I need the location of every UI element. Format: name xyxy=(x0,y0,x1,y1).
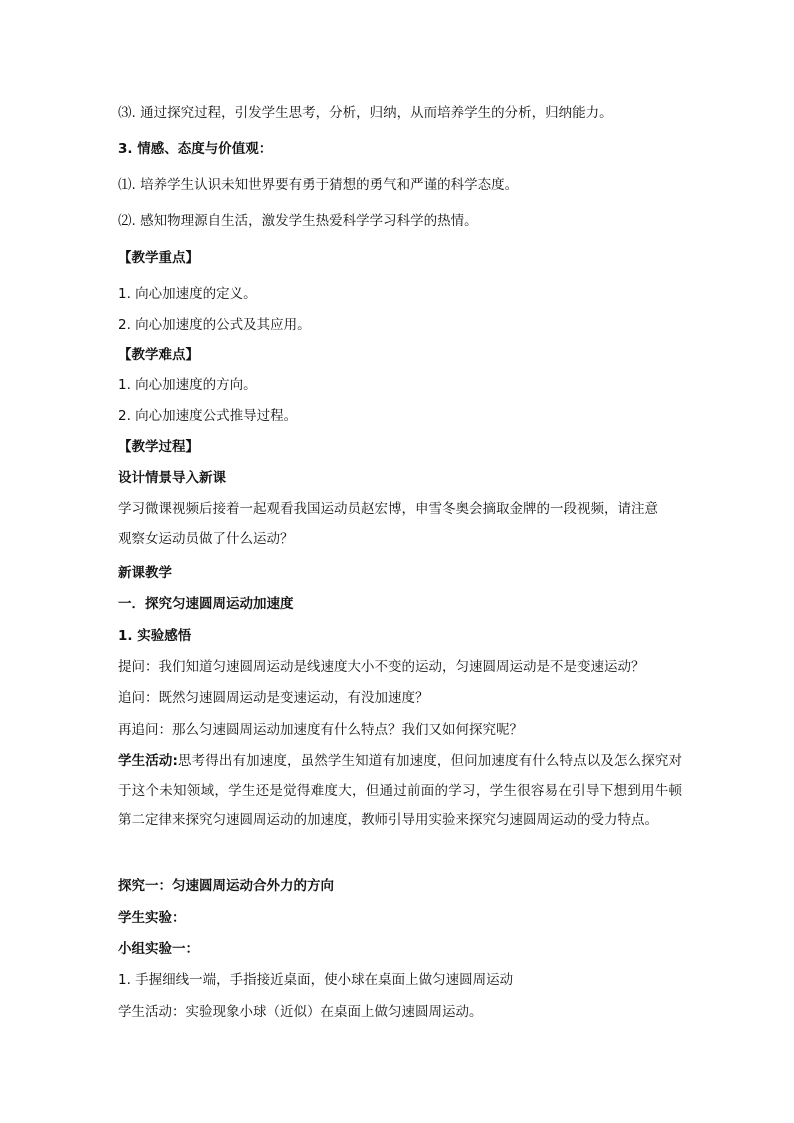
emotion-item-1: ⑴. 培养学生认识未知世界要有勇于猜想的勇气和严谨的科学态度。 xyxy=(118,177,519,193)
follow-up-question-line: 追问：既然匀速圆周运动是变速运动，有没加速度？ xyxy=(118,690,429,706)
heading-teaching-difficulty: 【教学难点】 xyxy=(118,347,199,363)
subheading-group-experiment-one: 小组实验一： xyxy=(118,941,199,957)
student-activity-label: 学生活动: xyxy=(118,753,178,769)
student-activity-text: 思考得出有加速度，虽然学生知道有加速度，但问加速度有什么特点以及怎么探究对于这个未知领域，学生还是觉得难度大，但通过前面的学习，学生很容易在引导下想到用牛顿第二定律来探究匀速圆周运动的加速度，教师引导用实验来探究匀速圆周运动的受力特点。 xyxy=(118,753,683,828)
objective-3: ⑶. 通过探究过程，引发学生思考，分析，归纳，从而培养学生的分析，归纳能力。 xyxy=(118,105,613,121)
difficulty-item-2: 2. 向心加速度公式推导过程。 xyxy=(118,408,298,424)
subheading-student-experiment: 学生实验： xyxy=(118,910,186,926)
section-emotion-attitude-values: 3. 情感、态度与价值观： xyxy=(118,141,273,157)
difficulty-item-1: 1. 向心加速度的方向。 xyxy=(118,377,257,393)
intro-paragraph-line-1: 学习微课视频后接着一起观看我国运动员赵宏博，申雪冬奥会摘取金牌的一段视频，请注意 xyxy=(118,501,658,517)
student-activity-observation: 学生活动：实验现象小球（近似）在桌面上做匀速圆周运动。 xyxy=(118,1004,483,1020)
question-line: 提问：我们知道匀速圆周运动是线速度大小不变的运动，匀速圆周运动是不是变速运动？ xyxy=(118,659,645,675)
subheading-experiment-insight: 1. 实验感悟 xyxy=(118,628,192,644)
subheading-explore-one: 探究一：匀速圆周运动合外力的方向 xyxy=(118,878,334,894)
further-question-line: 再追问：那么匀速圆周运动加速度有什么特点？我们又如何探究呢？ xyxy=(118,722,523,738)
intro-paragraph-line-2: 观察女运动员做了什么运动？ xyxy=(118,531,294,547)
subheading-new-lesson: 新课教学 xyxy=(118,565,172,581)
heading-teaching-process: 【教学过程】 xyxy=(118,439,199,455)
section-explore-acceleration: 一．探究匀速圆周运动加速度 xyxy=(118,596,294,612)
heading-teaching-focus: 【教学重点】 xyxy=(118,250,199,266)
focus-item-2: 2. 向心加速度的公式及其应用。 xyxy=(118,317,311,333)
focus-item-1: 1. 向心加速度的定义。 xyxy=(118,286,257,302)
experiment-step-1: 1. 手握细线一端，手指接近桌面，使小球在桌面上做匀速圆周运动 xyxy=(118,972,514,988)
subheading-scene-intro: 设计情景导入新课 xyxy=(118,470,226,486)
student-activity-paragraph xyxy=(118,747,682,836)
emotion-item-2: ⑵. 感知物理源自生活，激发学生热爱科学学习科学的热情。 xyxy=(118,213,478,229)
